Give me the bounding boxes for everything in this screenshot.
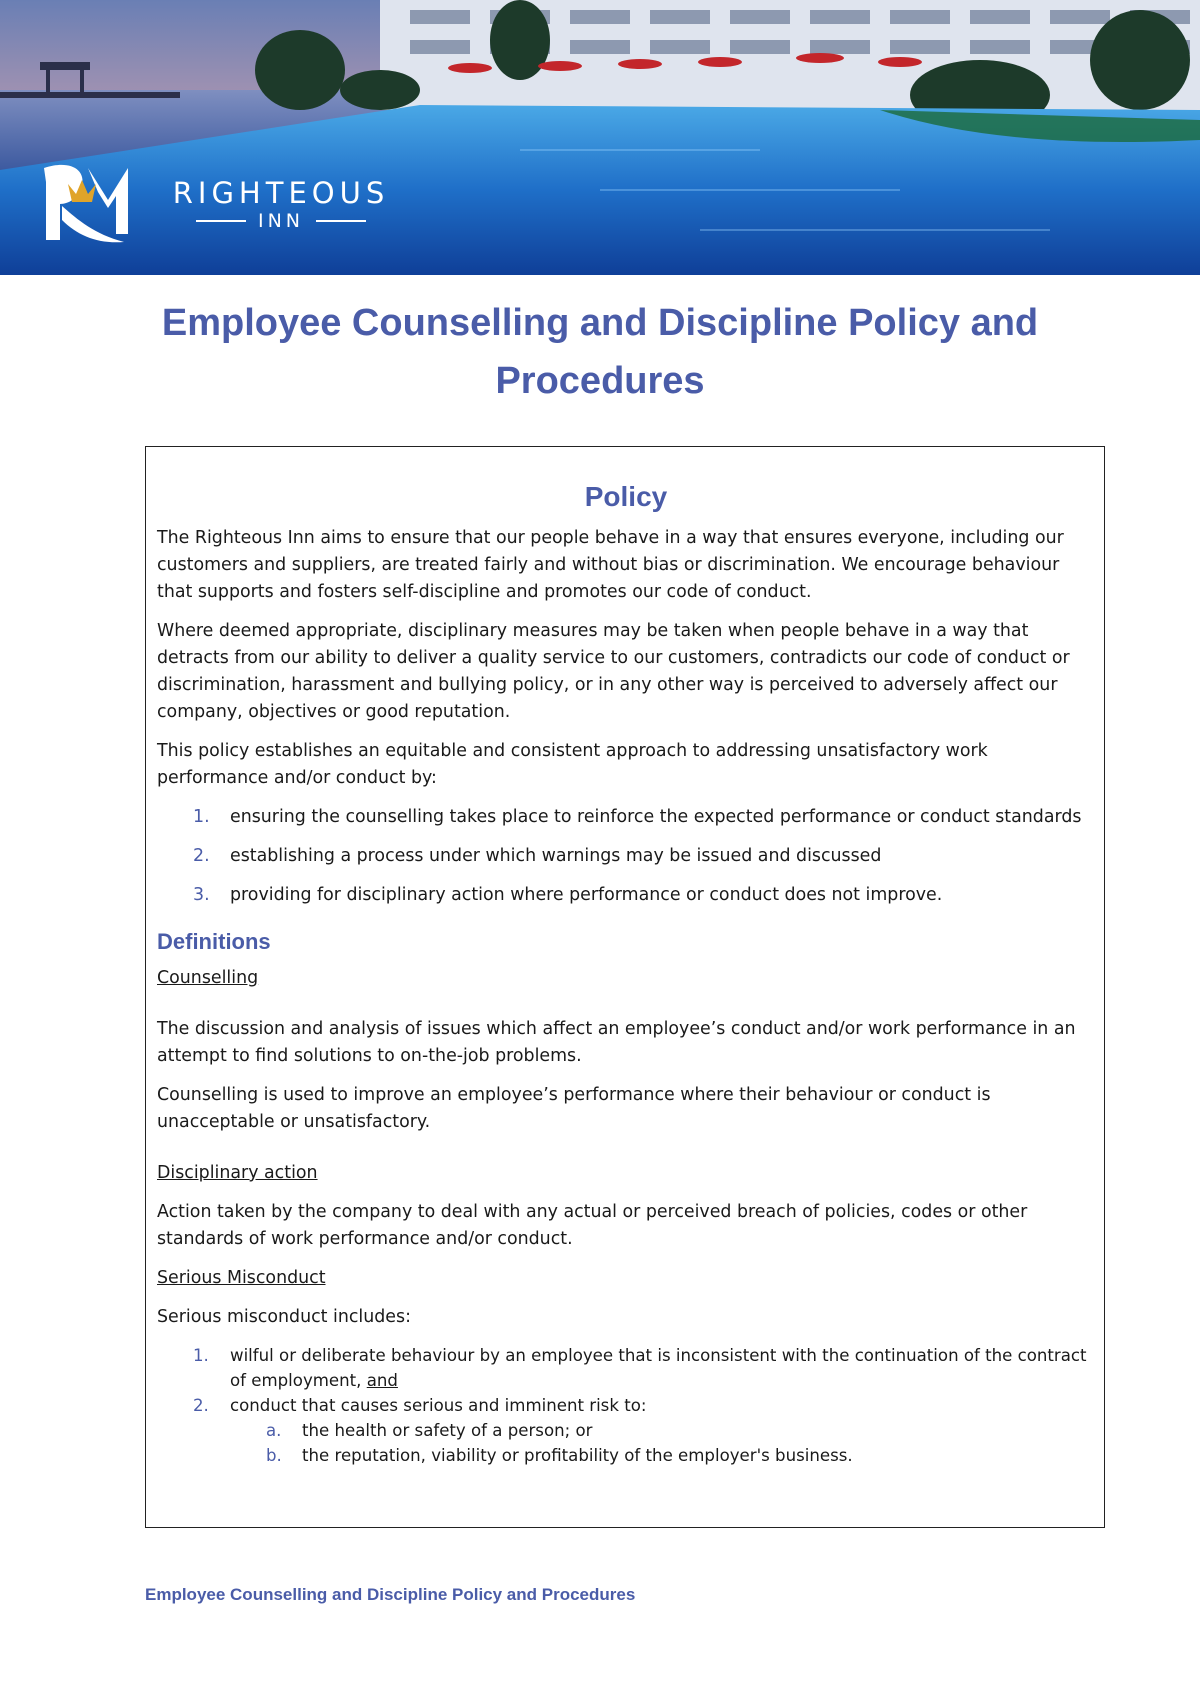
list-number: 1. xyxy=(193,1346,209,1365)
definition-paragraph: The discussion and analysis of issues which affect an employee’s conduct and/or work performance in an attempt to find solutions to on-the-job problems. xyxy=(157,1019,1076,1066)
misconduct-list xyxy=(157,1343,1095,1468)
list-text: conduct that causes serious and imminent risk to: xyxy=(230,1396,647,1415)
list-item xyxy=(157,804,1095,831)
definition-paragraph: Action taken by the company to deal with any actual or perceived breach of policies, codes or other standards of work performance and/or conduct. xyxy=(157,1202,1028,1249)
list-item xyxy=(157,1393,1095,1468)
definitions-heading: Definitions xyxy=(157,929,271,954)
header-banner xyxy=(0,0,1200,275)
list-letter: b. xyxy=(266,1446,282,1465)
policy-list xyxy=(157,804,1095,909)
definition-paragraph: Serious misconduct includes: xyxy=(157,1307,411,1327)
list-text-and: and xyxy=(366,1371,398,1390)
term-counselling: Counselling xyxy=(157,968,259,988)
list-text: wilful or deliberate behaviour by an employee that is inconsistent with the continuation of the contract of employment, xyxy=(230,1346,1087,1390)
logo-monogram-icon xyxy=(38,160,134,246)
document-title: Employee Counselling and Discipline Policy and Procedures xyxy=(161,302,1039,402)
brand-wordmark xyxy=(156,176,406,232)
page-footer: Employee Counselling and Discipline Policy and Procedures xyxy=(145,1585,636,1604)
brand-divider-right xyxy=(316,220,366,222)
list-number: 1. xyxy=(193,807,210,827)
brand-divider-left xyxy=(196,220,246,222)
brand-sub: INN xyxy=(257,210,305,232)
list-text: establishing a process under which warnings may be issued and discussed xyxy=(230,846,882,866)
list-number: 2. xyxy=(193,846,210,866)
definition-paragraph: Counselling is used to improve an employee’s performance where their behaviour or conduct is unacceptable or unsatisfactory. xyxy=(157,1085,991,1132)
list-letter: a. xyxy=(266,1421,282,1440)
list-text: the health or safety of a person; or xyxy=(302,1421,593,1440)
sub-list-item xyxy=(230,1418,1095,1443)
sub-list-item xyxy=(230,1443,1095,1468)
brand-name: RIGHTEOUS xyxy=(172,176,390,210)
list-number: 2. xyxy=(193,1396,209,1415)
policy-paragraph: Where deemed appropriate, disciplinary measures may be taken when people behave in a way that detracts from our ability to deliver a quality service to our customers, contradicts our code of conduct or discrimination, harassment and bullying policy, or in any other way is perceived to adversely affect our company, objectives or good reputation. xyxy=(157,621,1070,722)
list-item xyxy=(157,1343,1095,1393)
sub-list xyxy=(230,1418,1095,1468)
policy-heading: Policy xyxy=(584,481,668,512)
policy-paragraph: This policy establishes an equitable and consistent approach to addressing unsatisfactory work performance and/or conduct by: xyxy=(157,741,988,788)
list-text: providing for disciplinary action where performance or conduct does not improve. xyxy=(230,885,943,905)
policy-paragraph: The Righteous Inn aims to ensure that our people behave in a way that ensures everyone, including our customers and suppliers, are treated fairly and without bias or discrimination. We encourage behaviour that supports and fosters self-discipline and promotes our code of conduct. xyxy=(157,528,1064,602)
list-item xyxy=(157,843,1095,870)
term-serious-misconduct: Serious Misconduct xyxy=(157,1268,326,1288)
list-item xyxy=(157,882,1095,909)
list-text: the reputation, viability or profitability of the employer's business. xyxy=(302,1446,853,1465)
list-number: 3. xyxy=(193,885,210,905)
list-text: ensuring the counselling takes place to reinforce the expected performance or conduct standards xyxy=(230,807,1082,827)
resort-pool-image xyxy=(0,0,1200,275)
term-disciplinary-action: Disciplinary action xyxy=(157,1163,318,1183)
policy-box xyxy=(145,446,1105,1528)
